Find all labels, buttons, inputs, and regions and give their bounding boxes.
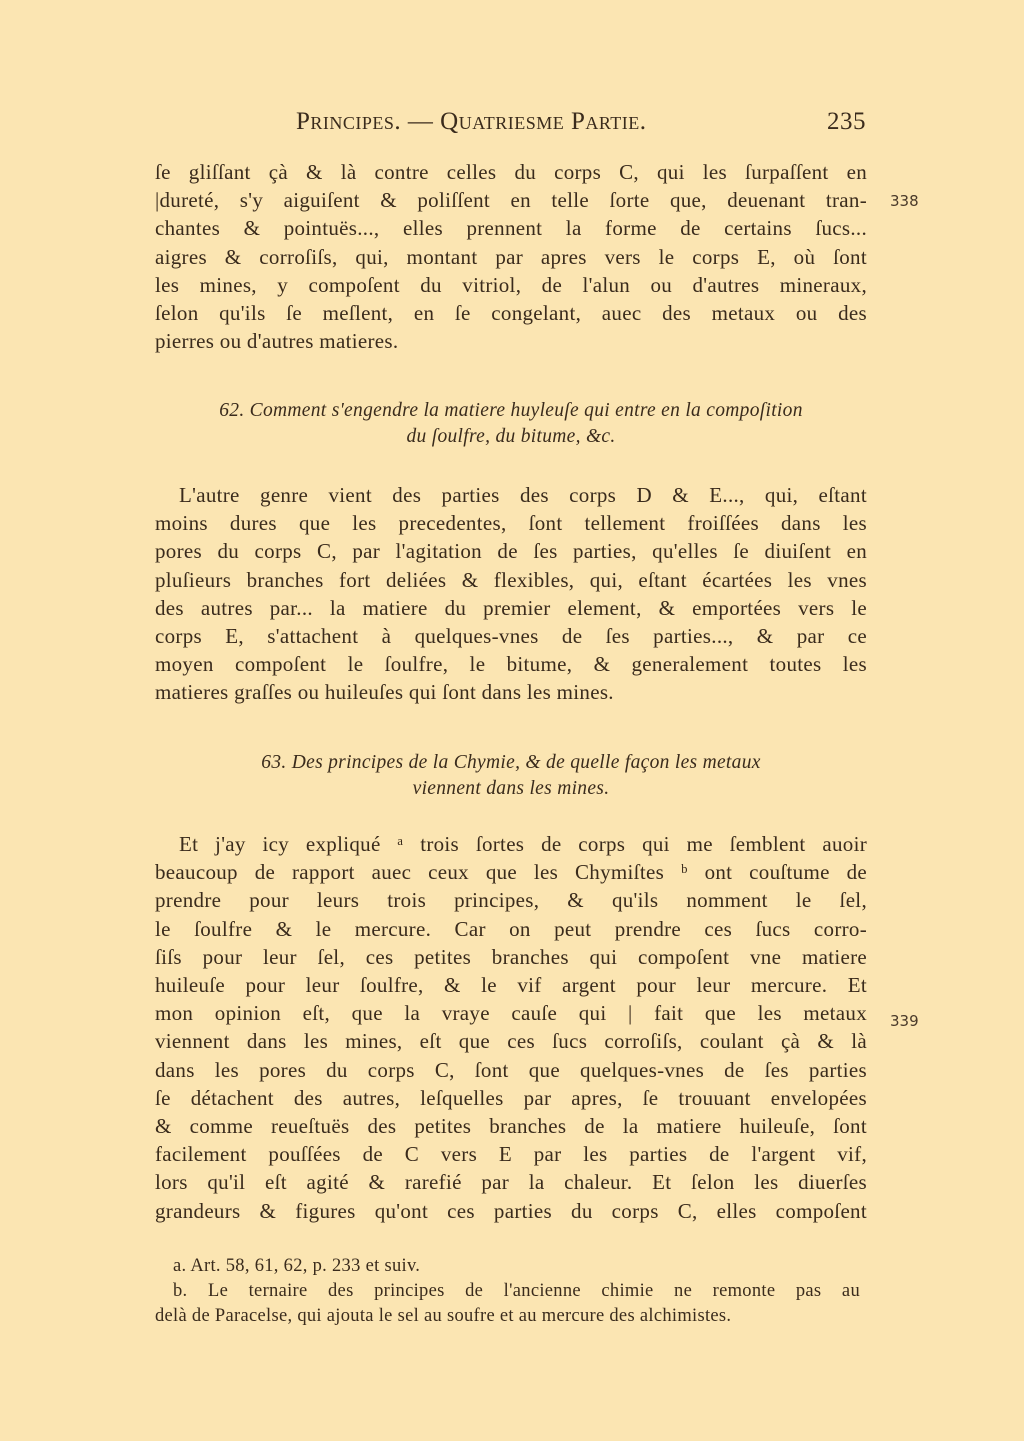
text-line: dans les pores du corps C, ſont que quelques-vnes de ſes parties xyxy=(155,1057,867,1082)
text-line: prendre pour leurs trois principes, & qu'ils nomment le ſel, xyxy=(155,888,867,913)
paragraph-3 xyxy=(155,830,867,1225)
text-line: matieres graſſes ou huileuſes qui ſont dans les mines. xyxy=(155,680,614,705)
text-line: ſiſs pour leur ſel, ces petites branches qui compoſent vne matiere xyxy=(155,944,867,969)
margin-note-338: 338 xyxy=(890,192,919,210)
footnote-a: a. Art. 58, 61, 62, p. 233 et suiv. xyxy=(173,1256,421,1276)
paragraph-2 xyxy=(155,481,867,707)
text-line: le ſoulfre & le mercure. Car on peut prendre ces ſucs corro- xyxy=(155,916,867,941)
text-line: moyen compoſent le ſoulfre, le bitume, & generalement toutes les xyxy=(155,652,867,677)
footnote-b-continued: delà de Paracelse, qui ajouta le sel au soufre et au mercure des alchimistes. xyxy=(155,1306,732,1326)
text-line: huileuſe pour leur ſoulfre, & le vif argent pour leur mercure. Et xyxy=(155,973,867,998)
text-line: facilement pouſſées de C vers E par les parties de l'argent vif, xyxy=(155,1142,867,1167)
text-line: ſe gliſſant çà & là contre celles du corps C, qui les ſurpaſſent en xyxy=(155,160,867,184)
text-line: L'autre genre vient des parties des corps D & E..., qui, eſtant xyxy=(179,483,867,507)
text-line: moins dures que les precedentes, ſont tellement froiſſées dans les xyxy=(155,511,867,536)
footnotes xyxy=(155,1254,860,1329)
text-line: les mines, y compoſent du vitriol, de l'alun ou d'autres mineraux, xyxy=(155,272,867,297)
paragraph-1 xyxy=(155,158,867,355)
text-line: corps E, s'attachent à quelques-vnes de ſes parties..., & par ce xyxy=(155,624,867,649)
heading-line: 62. Comment s'engendre la matiere huyleuſe qui entre en la compoſition xyxy=(219,400,803,421)
text-line: mon opinion eſt, que la vraye cauſe qui | fait que les metaux xyxy=(155,1001,867,1026)
text-line: pluſieurs branches fort deliées & flexibles, qui, eſtant écartées les vnes xyxy=(155,567,867,592)
heading-line: 63. Des principes de la Chymie, & de quelle façon les metaux xyxy=(261,752,761,773)
text-line: beaucoup de rapport auec ceux que les Chymiſtes ᵇ ont couſtume de xyxy=(155,860,867,885)
text-line: lors qu'il eſt agité & rarefié par la chaleur. Et ſelon les diuerſes xyxy=(155,1170,867,1195)
running-header xyxy=(296,108,866,136)
page-number: 235 xyxy=(827,108,866,135)
margin-note-339: 339 xyxy=(890,1012,919,1030)
heading-line: du ſoulfre, du bitume, &c. xyxy=(406,426,616,447)
section-heading-62 xyxy=(155,398,867,450)
footnote-b: b. Le ternaire des principes de l'ancienne chimie ne remonte pas au xyxy=(173,1281,860,1301)
text-line: aigres & corroſiſs, qui, montant par apres vers le corps E, où ſont xyxy=(155,244,867,269)
text-line: viennent dans les mines, eſt que ces ſucs corroſiſs, coulant çà & là xyxy=(155,1029,867,1054)
header-title: Principes. — Quatriesme Partie. xyxy=(296,108,647,135)
section-heading-63 xyxy=(155,750,867,802)
text-line: des autres par... la matiere du premier element, & emportées vers le xyxy=(155,595,867,620)
text-line: |dureté, s'y aiguiſent & poliſſent en telle ſorte que, deuenant tran- xyxy=(155,188,867,213)
text-line: pores du corps C, par l'agitation de ſes parties, qu'elles ſe diuiſent en xyxy=(155,539,867,564)
text-line: ſelon qu'ils ſe meſlent, en ſe congelant, auec des metaux ou des xyxy=(155,301,867,326)
text-line: pierres ou d'autres matieres. xyxy=(155,329,399,354)
text-line: ſe détachent des autres, leſquelles par apres, ſe trouuant envelopées xyxy=(155,1085,867,1110)
text-line: chantes & pointuës..., elles prennent la forme de certains ſucs... xyxy=(155,216,867,241)
heading-line: viennent dans les mines. xyxy=(412,778,610,799)
text-line: grandeurs & figures qu'ont ces parties du corps C, elles compoſent xyxy=(155,1198,867,1223)
text-line: & comme reueſtuës des petites branches de la matiere huileuſe, ſont xyxy=(155,1114,867,1139)
text-line: Et j'ay icy expliqué ᵃ trois ſortes de corps qui me ſemblent auoir xyxy=(179,832,867,856)
